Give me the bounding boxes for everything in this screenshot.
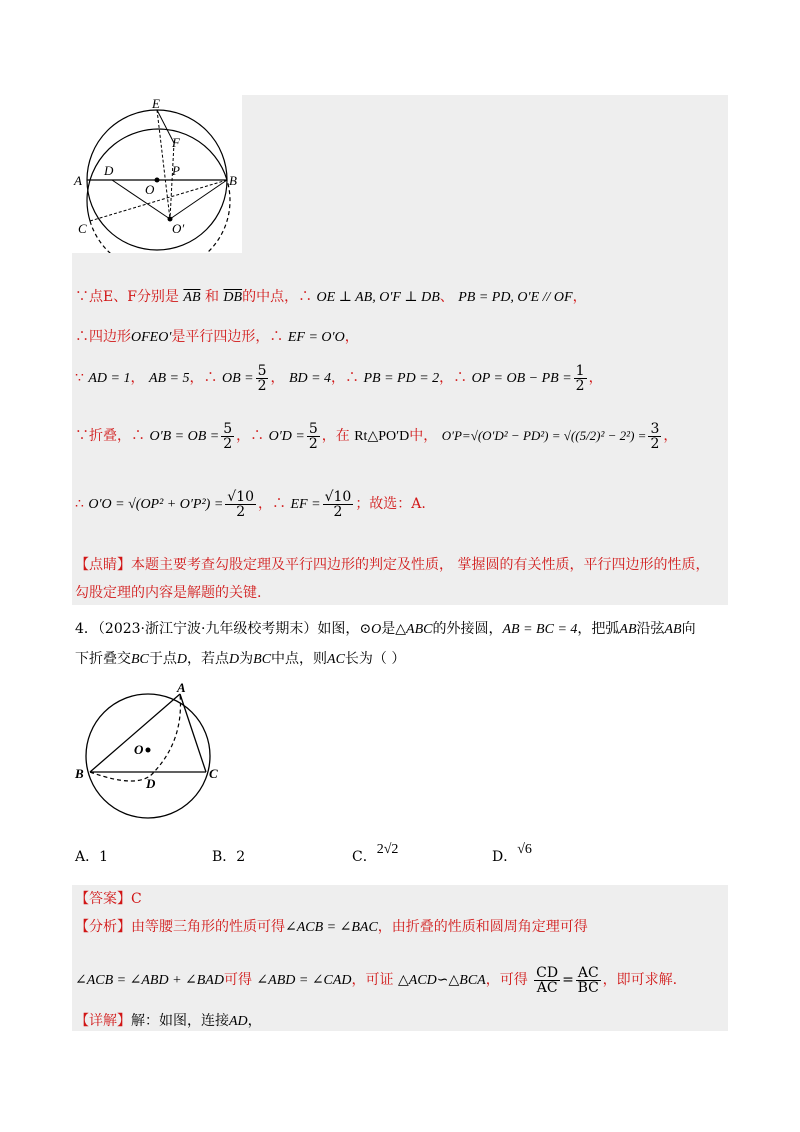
q4-math-1: ⊙O [359, 622, 382, 637]
q4-text-b: 是 [381, 621, 396, 637]
solution-line-3: ∵ AD = 1， AB = 5，∴ OB = $\frac{5}{2}$ ， BD = 4，∴ PB = PD = 2，∴ OP = OB − PB = $\frac{1}{2}$ ， [75, 362, 603, 394]
q4-text-e: 沿弦 [636, 621, 665, 637]
q4-text-a: 4．（2023·浙江宁波·九年级校考期末）如图， [75, 621, 360, 637]
s2-math-2: EF = O′O [287, 330, 345, 345]
s5-frac-2: $\frac{√10}{2}$ [324, 488, 352, 520]
option-b[interactable]: B．2 [212, 849, 246, 865]
s2-end: ， [344, 329, 359, 345]
s1-end: ， [572, 289, 587, 305]
q4-l2-math-3: D [229, 652, 240, 667]
answer-line [75, 890, 142, 908]
fig3-label-E: E [152, 96, 160, 111]
s2-text-b: 是平行四边形，∴ [171, 329, 284, 345]
s4-math-1: O′B = OB = [149, 429, 220, 444]
s1-arc-db: $\overline{DB}$ [223, 290, 243, 305]
fig3-label-B: B [229, 173, 237, 188]
analysis-math-1: ∠ACB = ∠BAC [285, 920, 378, 935]
option-d[interactable]: D．√6 [492, 842, 532, 865]
s5-end: ；故选：A. [355, 496, 426, 512]
q4-math-4: AB [619, 622, 637, 637]
analysis-text-2d: ，即可求解. [602, 972, 678, 988]
dianjing-line-1 [75, 556, 709, 574]
s3-math-6: OP = OB − PB = [471, 371, 572, 386]
s5-math-2: EF = [290, 497, 321, 512]
s3-math-2: AB = 5 [148, 371, 190, 386]
analysis-math-4: △ACD∽△BCA [398, 973, 486, 988]
fig3-label-O: O [145, 182, 155, 197]
solution-line-4: ∵折叠，∴ O′B = OB = $\frac{5}{2}$ ，∴ O′D = $\frac{5}{2}$ ，在 Rt△PO′D中， O′P=√(O′D² − PD²) = √((5/2)² − 2²) = $\frac{3}{2}$ ， [75, 420, 678, 452]
detail-tag: 【详解】 [75, 1013, 131, 1029]
answer-value: C [131, 891, 142, 907]
figure-folded-circle-q4 [72, 680, 242, 830]
figure-folded-circle-q3 [72, 95, 242, 253]
analysis-line-1 [75, 918, 588, 937]
q4-math-3: AB = BC = 4 [502, 622, 578, 637]
s1-text-a: ∵点 [75, 289, 103, 305]
analysis-eq: = [562, 972, 574, 988]
fig3-label-P: P [172, 163, 180, 178]
solution-line-2 [75, 328, 359, 347]
q4-l2-text-a: 下折叠交 [75, 651, 131, 667]
s3-frac-op: $\frac{1}{2}$ [575, 362, 585, 394]
q4-text-d: ，把弧 [577, 621, 620, 637]
figure-q4-svg [72, 680, 242, 830]
analysis-math-2: ∠ACB = ∠ABD + ∠BAD [75, 973, 224, 988]
s1-text-b: E、F [103, 289, 137, 305]
question4-line-1 [75, 620, 696, 639]
dianjing-text-2: 勾股定理的内容是解题的关键. [75, 585, 262, 601]
q4-math-2: △ABC [395, 622, 433, 637]
fig3-label-F: F [172, 135, 180, 150]
s3-math-1: AD = 1 [88, 371, 131, 386]
fig4-label-B: B [75, 766, 84, 781]
detail-line [75, 1012, 262, 1031]
option-c[interactable]: C．2√2 [352, 842, 399, 865]
answer-tag: 【答案】 [75, 891, 131, 907]
fig4-label-C: C [209, 766, 218, 781]
fig3-label-D: D [104, 163, 114, 178]
analysis-text-2c: ，可得 [485, 972, 528, 988]
s4-text-c: 中， [409, 428, 438, 444]
s4-text-a: ∵折叠，∴ [75, 428, 145, 444]
s4-math-3: Rt△PO′D [354, 429, 410, 444]
dianjing-tag: 【点睛】 [75, 557, 131, 573]
s4-frac-2: $\frac{5}{2}$ [308, 420, 318, 452]
detail-math: AD [229, 1014, 248, 1029]
analysis-tag: 【分析】 [75, 919, 131, 935]
analysis-frac-2: $\frac{AC}{BC}$ [577, 964, 599, 996]
question4-line-2 [75, 650, 405, 669]
s5-text-a: ∴ [75, 496, 84, 512]
analysis-line-2 [75, 962, 677, 999]
q4-l2-text-d: 为 [239, 651, 254, 667]
s1-math-1: OE ⊥ AB, O′F ⊥ DB [316, 290, 440, 305]
analysis-text-2a: 可得 [223, 972, 252, 988]
q4-l2-math-1: BC [131, 652, 149, 667]
s4-math-4: O′P=√(O′D² − PD²) = √((5/2)² − 2²) = [441, 428, 647, 443]
s5-frac-1: $\frac{√10}{2}$ [227, 488, 255, 520]
fig4-label-D: D [146, 776, 156, 791]
q4-math-5: AB [664, 622, 682, 637]
q4-l2-math-4: BC [253, 652, 272, 667]
s5-math-1: O′O = √(OP² + O′P²) = [88, 497, 224, 512]
answer-panel-q4 [72, 885, 728, 1031]
fig3-label-O-prime: O′ [172, 221, 185, 236]
q4-l2-text-c: ，若点 [187, 651, 230, 667]
analysis-text-1b: ，由折叠的性质和圆周角定理可得 [377, 919, 588, 935]
s3-frac-ob: $\frac{5}{2}$ [257, 362, 267, 394]
s1-text-d: 的中点，∴ [242, 289, 313, 305]
s3-math-3: OB = [221, 371, 254, 386]
solution-line-5: ∴ O′O = √(OP² + O′P²) = $\frac{√10}{2}$ ，∴ EF = $\frac{√10}{2}$ ；故选：A. [75, 488, 426, 520]
detail-end: ， [247, 1013, 262, 1029]
q4-l2-text-f: 长为（ ） [344, 651, 406, 667]
s1-arc-ab: $\overline{AB}$ [183, 290, 201, 305]
fig4-label-O: O [134, 742, 144, 757]
q4-l2-math-5: AC [327, 652, 345, 667]
s4-frac-1: $\frac{5}{2}$ [223, 420, 233, 452]
dianjing-line-2 [75, 584, 261, 602]
fig3-label-A: A [74, 173, 82, 188]
q4-l2-text-e: 中点，则 [271, 651, 328, 667]
q4-l2-math-2: D [176, 652, 188, 667]
s3-math-4: BD = 4 [288, 371, 332, 386]
q4-text-c: 的外接圆， [432, 621, 503, 637]
s2-math-1: OFEO′ [131, 330, 172, 345]
q4-l2-text-b: 于点 [148, 651, 177, 667]
solution-line-1 [75, 288, 587, 307]
s3-text-a: ∵ [75, 370, 84, 386]
fig3-label-C: C [78, 221, 87, 236]
dianjing-text-1: 本题主要考查勾股定理及平行四边形的判定及性质， 掌握圆的有关性质，平行四边形的性质， [131, 557, 710, 573]
analysis-text-2b: ，可证 [351, 972, 394, 988]
s2-text-a: ∴四边形 [75, 329, 131, 345]
s1-text-c: 分别是 [136, 289, 179, 305]
figure-q3-svg [72, 95, 242, 253]
s4-text-b: ，在 [321, 428, 350, 444]
s1-math-2: PB = PD, O′E // OF [458, 290, 573, 305]
s1-sep: 、 [439, 289, 454, 305]
detail-text: 解：如图，连接 [131, 1013, 229, 1029]
s1-and: 和 [204, 289, 219, 305]
s4-frac-3: $\frac{3}{2}$ [650, 420, 660, 452]
q4-text-f: 向 [681, 621, 696, 637]
analysis-text-1a: 由等腰三角形的性质可得 [131, 919, 285, 935]
option-a[interactable]: A．1 [75, 849, 109, 865]
fig4-label-A: A [177, 680, 186, 695]
analysis-math-3: ∠ABD = ∠CAD [256, 973, 352, 988]
s3-math-5: PB = PD = 2 [363, 371, 440, 386]
analysis-frac-1: $\frac{CD}{AC}$ [536, 964, 559, 996]
s4-math-2: O′D = [268, 429, 305, 444]
